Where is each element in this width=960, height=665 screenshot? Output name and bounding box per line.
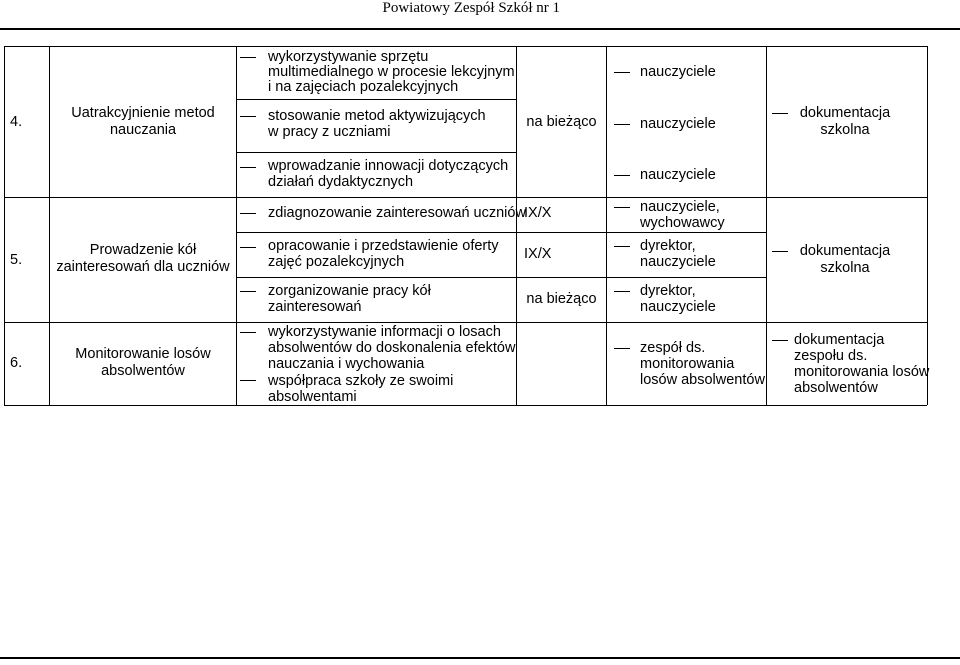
row-divider: [236, 232, 766, 233]
task-line: absolwentów do doskonalenia efektów: [268, 340, 516, 356]
col-divider: [606, 46, 607, 405]
bullet-dash: [772, 340, 788, 341]
task-line: zainteresowań: [268, 299, 362, 315]
documentation: zespołu ds.: [794, 348, 868, 364]
bullet-dash: [614, 246, 630, 247]
documentation: dokumentacja: [794, 332, 885, 348]
col-divider: [4, 46, 5, 405]
col-divider: [766, 46, 767, 405]
task-name-line: Monitorowanie losów: [75, 346, 211, 362]
row-divider: [236, 99, 516, 100]
responsible: dyrektor,: [640, 283, 696, 299]
bullet-dash: [240, 380, 256, 381]
task-line: zorganizowanie pracy kół: [268, 283, 431, 299]
task-name-line: absolwentów: [101, 363, 185, 379]
responsible: losów absolwentów: [640, 372, 765, 388]
responsible: nauczyciele: [640, 116, 716, 132]
row-divider: [236, 152, 516, 153]
bullet-dash: [240, 213, 256, 214]
task-line: opracowanie i przedstawienie oferty: [268, 238, 499, 254]
bullet-dash: [614, 72, 630, 73]
task-line: wykorzystywanie sprzętu: [268, 49, 429, 65]
row-divider: [4, 197, 927, 198]
task-line: stosowanie metod aktywizujących: [268, 108, 486, 124]
documentation: absolwentów: [794, 380, 878, 396]
responsible: nauczyciele,: [640, 199, 720, 215]
task-line: multimedialnego w procesie lekcyjnym: [268, 64, 515, 80]
col-divider: [236, 46, 237, 405]
bullet-dash: [240, 57, 256, 58]
responsible: nauczyciele: [640, 299, 716, 315]
bullet-dash: [614, 207, 630, 208]
documentation: monitorowania losów: [794, 364, 930, 380]
row-divider: [236, 277, 766, 278]
task-line: zdiagnozowanie zainteresowań uczniów: [268, 205, 526, 221]
task-line: i na zajęciach pozalekcyjnych: [268, 79, 459, 95]
bullet-dash: [614, 291, 630, 292]
task-line: wykorzystywanie informacji o losach: [268, 324, 501, 340]
col-divider: [516, 46, 517, 405]
documentation: szkolna: [820, 260, 870, 276]
responsible: dyrektor,: [640, 238, 696, 254]
responsible: nauczyciele: [640, 167, 716, 183]
bullet-dash: [240, 167, 256, 168]
documentation: dokumentacja: [799, 243, 891, 259]
row-number: 4.: [10, 114, 23, 130]
row-divider: [4, 322, 927, 323]
row-number: 5.: [10, 252, 23, 268]
page-footer-rule: [0, 657, 960, 659]
task-line: nauczania i wychowania: [268, 356, 425, 372]
bullet-dash: [240, 291, 256, 292]
row-number: 6.: [10, 355, 23, 371]
term: IX/X: [524, 246, 552, 262]
bullet-dash: [240, 332, 256, 333]
bullet-dash: [614, 348, 630, 349]
documentation: szkolna: [820, 122, 870, 138]
table-border-bottom: [4, 405, 927, 406]
responsible: wychowawcy: [640, 215, 725, 231]
task-line: w pracy z uczniami: [268, 124, 391, 140]
documentation: dokumentacja: [799, 105, 891, 121]
task-name-line: Uatrakcyjnienie metod: [71, 105, 215, 121]
term: na bieżąco: [526, 114, 597, 130]
responsible: nauczyciele: [640, 64, 716, 80]
bullet-dash: [240, 247, 256, 248]
task-line: wprowadzanie innowacji dotyczących: [268, 158, 509, 174]
page-title: Powiatowy Zespół Szkół nr 1: [382, 0, 560, 16]
bullet-dash: [614, 124, 630, 125]
table-border-top: [4, 46, 927, 47]
task-name-line: nauczania: [109, 122, 177, 138]
table-border-right: [927, 46, 928, 405]
task-name-line: zainteresowań dla uczniów: [56, 259, 230, 275]
task-line: zajęć pozalekcyjnych: [268, 254, 405, 270]
task-line: absolwentami: [268, 389, 357, 405]
responsible: zespół ds.: [640, 340, 706, 356]
responsible: monitorowania: [640, 356, 735, 372]
task-name-line: Prowadzenie kół: [89, 242, 197, 258]
term: IX/X: [524, 205, 552, 221]
bullet-dash: [240, 116, 256, 117]
task-line: współpraca szkoły ze swoimi: [268, 373, 454, 389]
term: na bieżąco: [526, 291, 597, 307]
task-line: działań dydaktycznych: [268, 174, 414, 190]
bullet-dash: [614, 175, 630, 176]
responsible: nauczyciele: [640, 254, 716, 270]
page-header: [0, 0, 960, 30]
